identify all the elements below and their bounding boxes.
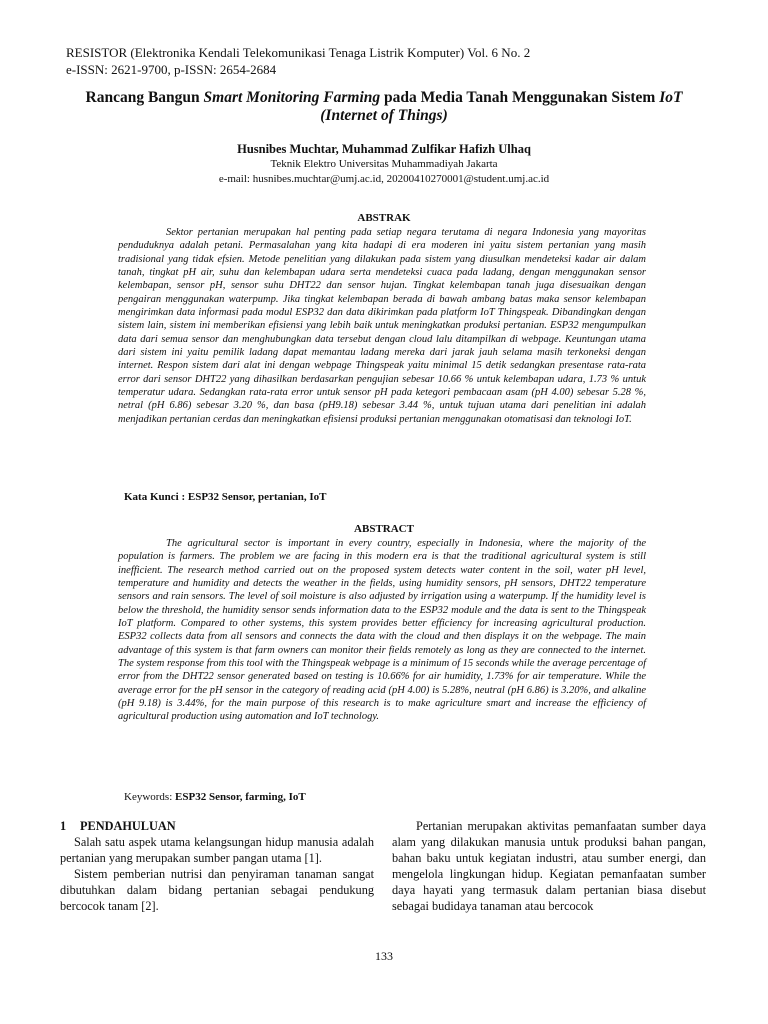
column-left — [60, 818, 374, 915]
keywords-label: Keywords — [124, 791, 170, 803]
paragraph-1: Salah satu aspek utama kelangsungan hidup manusia adalah pertanian yang merupakan sumber pangan utama [1]. — [60, 835, 374, 866]
affiliation-block — [60, 157, 708, 187]
paper-title — [60, 89, 708, 125]
journal-header — [66, 44, 530, 78]
journal-name: RESISTOR (Elektronika Kendali Telekomunikasi Tenaga Listrik Komputer) Vol. 6 No. 2 — [66, 45, 531, 60]
section-heading — [60, 818, 374, 834]
abstract-heading: ABSTRACT — [354, 523, 414, 535]
abstract-text: The agricultural sector is important in every country, especially in Indonesia, where the majority of the population is farmers. The problem we are facing in this modern era is that the traditional agricultural system is still inefficient. The research method carried out on the proposed system detects water content in the soil, water pH level, temperature and humidity and detects the weather in the fields, using humidity sensors, pH sensors, DHT22 temperature sensors and rain sensors. The level of soil moisture is also adjusted by irrigation using a waterpump. If the humidity level is below the threshold, the humidity sensor sends information data to the ESP32 module and the data is sent to the Thingspeak IoT platform. Compared to other systems, this system provides better efficiency for increasing agricultural production. ESP32 collects data from all sensors and connects the data with the cloud and then displays it on the webpage. The main advantage of this system is that farm owners can monitor their fields remotely as long as they are connected to the internet. The system response from this tool with the Thingspeak webpage is a minimum of 15 seconds while the average percentage of error from the DHT22 sensor generated based on testing is 10.66% for air humidity, 1.73% for air temperature. While the average error for the pH sensor in the category of reading acid (pH 4.00) is 5.28%, neutral (pH 6.86) is 3.20%, and alkaline (pH 9.18) is 3.44%, for the main purpose of this research is to make agriculture smart and increase the efficiency of agricultural production using automation and IoT technology. — [118, 538, 646, 723]
issn-line: e-ISSN: 2621-9700, p-ISSN: 2654-2684 — [66, 62, 277, 77]
abstrak-heading: ABSTRAK — [357, 212, 411, 224]
email-line: e-mail: husnibes.muchtar@umj.ac.id, 20200410270001@student.umj.ac.id — [218, 173, 550, 185]
column-right — [392, 818, 706, 915]
title-part-3: pada Media Tanah Menggunakan Sistem — [380, 89, 660, 106]
abstrak-text: Sektor pertanian merupakan hal penting pada setiap negara terutama di negara Indonesia yang mayoritas penduduknya adalah petani. Permasalahan yang kita hadapi di era moderen ini yaitu sistem pertanian yang masih tradisional yang tidak efsien. Metode penelitian yang dilakukan pada sistem yang diusulkan mendeteksi kadar air dalam tanah, tingkat pH air, suhu dan kelembapan udara serta mendeteksi cuaca pada ladang, dengan menggunakan sensor kelembapan, sensor pH, sensor suhu DHT22 dan sensor hujan. Tingkat kelembapan tanah juga disesuaikan dengan pengairan menggunakan waterpump. Jika tingkat kelembapan berada di bawah ambang batas maka sensor kelembapan mengirimkan data informasi pada modul ESP32 dan data dikirimkan pada platform IoT Thingspeak. Dibandingkan dengan sistem lain, sistem ini memberikan efisiensi yang lebih baik untuk meningkatkan produksi pertanian. ESP32 mengumpulkan data dari semua sensor dan menghubungkan data tersebut dengan cloud lalu ditampilkan di webpage. Keuntungan utama dari sistem ini yaitu pemilik ladang dapat memantau ladang mereka dari jarak jauh selama masih terkoneksi dengan internet. Respon sistem dari alat ini dengan webpage Thingspeak yaitu minimal 15 detik sedangkan presentase rata-rata error dari sensor DHT22 yang dihasilkan berdasarkan pengujian sebesar 10.66 % untuk kelembapan udara, 1.73 % untuk temperatur udara. Sedangkan rata-rata error untuk sensor pH pada ketegori pembacaan asam (pH 4.00) sebesar 5.28 %, netral (pH 6.86) sebesar 3.20 %, dan basa (pH9.18) sebesar 3.44 %, untuk tujuan utama dari penelitian ini adalah menjadikan pertanian cerdas dan meningkatkan efisiensi produksi pertanian menggunakan otomatisasi dan teknologi IoT. — [118, 227, 646, 425]
paragraph-2: Sistem pemberian nutrisi dan penyiraman tanaman sangat dibutuhkan dalam bidang pertanian sebagai pendukung bercocok tanam [2]. — [60, 867, 374, 914]
kata-kunci-label: Kata Kunci : ESP32 Sensor, pertanian, IoT — [124, 491, 327, 503]
affiliation: Teknik Elektro Universitas Muhammadiyah Jakarta — [270, 158, 498, 170]
title-part-4: IoT (Internet of Things) — [320, 89, 683, 124]
authors: Husnibes Muchtar, Muhammad Zulfikar Hafizh Ulhaq — [237, 142, 531, 156]
kata-kunci — [124, 491, 327, 503]
title-part-2: Smart Monitoring Farming — [203, 89, 381, 106]
paragraph-3: Pertanian merupakan aktivitas pemanfaatan sumber daya alam yang dilakukan manusia untuk produksi bahan pangan, bahan baku untuk kegiatan industri, atau sumber energi, dan mengelola lingkungan hidup. Kegiatan pemanfaatan sumber daya hayati yang termasuk dalam pertanian biasa disebut sebagai budidaya tanaman atau bercocok — [392, 819, 706, 914]
keywords-value: ESP32 Sensor, farming, IoT — [175, 791, 306, 803]
section-title: PENDAHULUAN — [80, 819, 176, 833]
title-part-1: Rancang Bangun — [85, 89, 204, 106]
page-number: 133 — [375, 949, 393, 963]
keywords — [124, 791, 306, 803]
keywords-sep: : — [169, 791, 176, 803]
section-number: 1 — [60, 819, 67, 833]
